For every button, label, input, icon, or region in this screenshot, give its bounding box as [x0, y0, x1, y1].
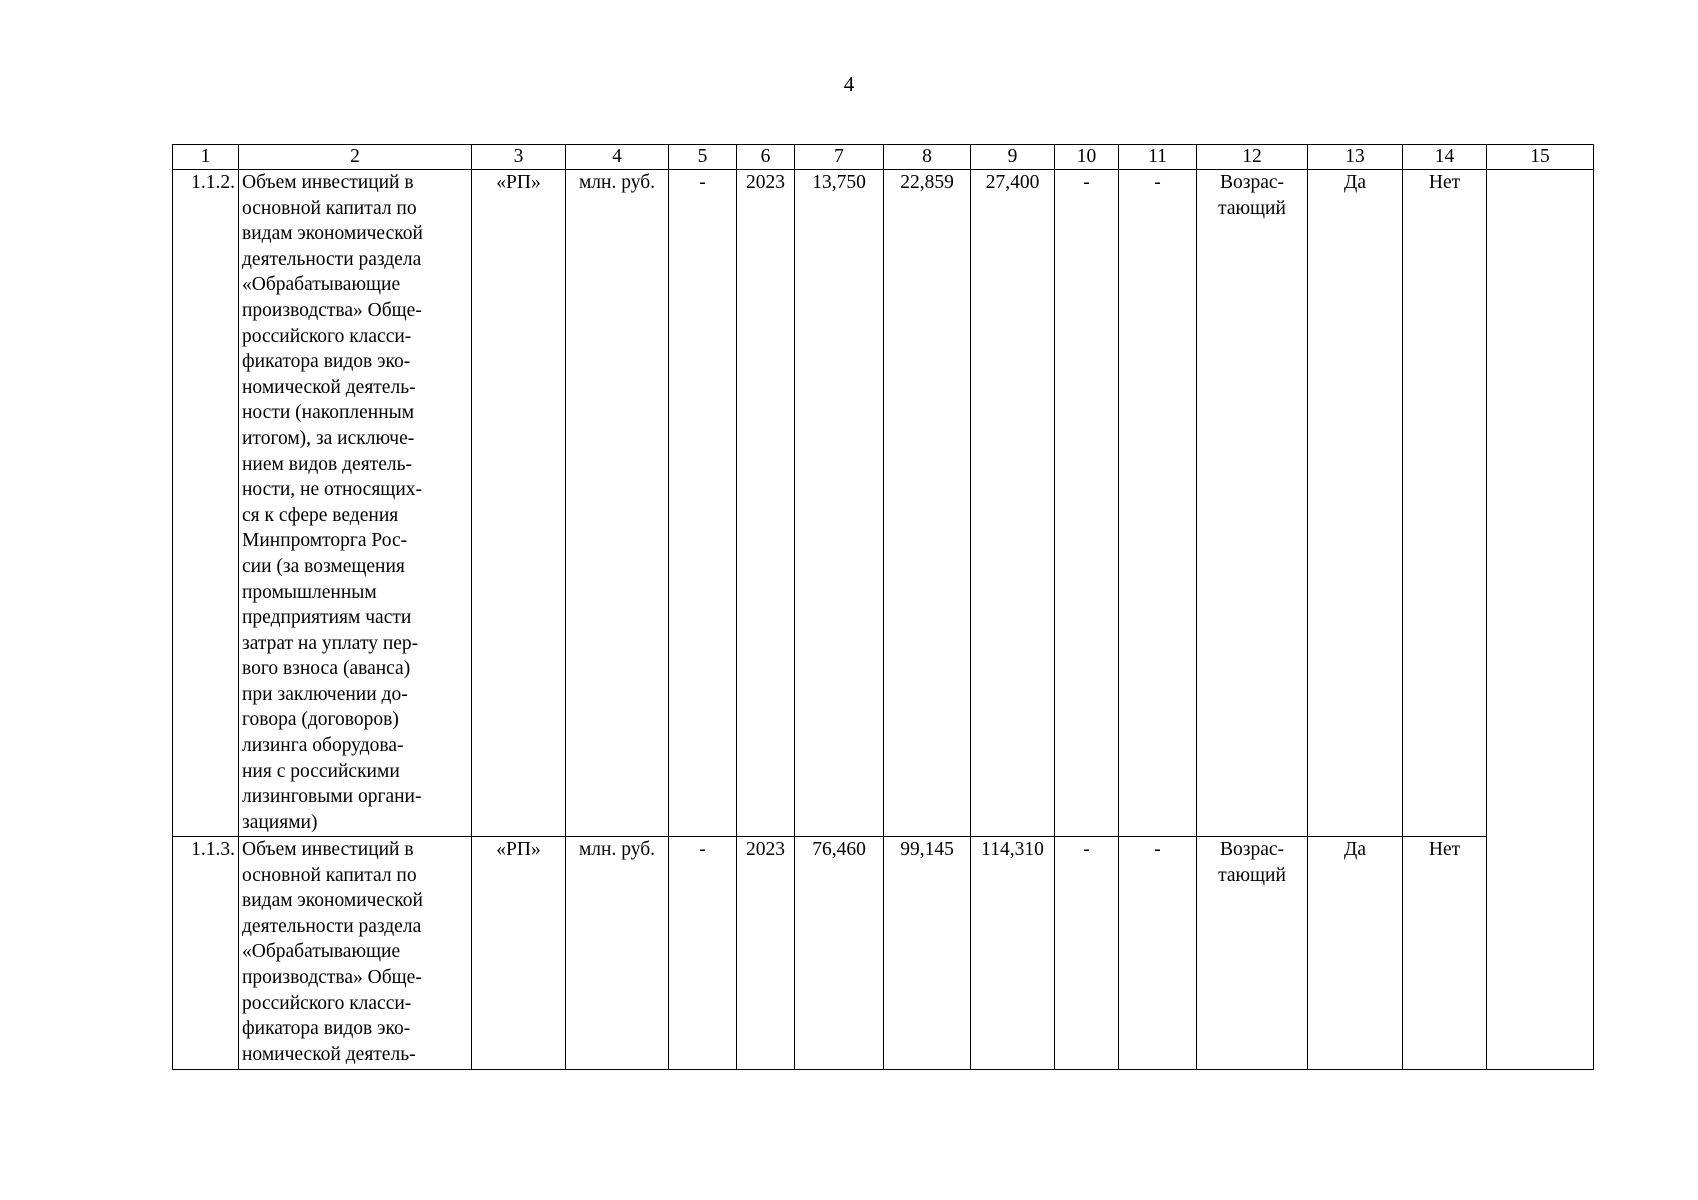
- indicator-code: 1.1.2.: [173, 170, 239, 837]
- column-number-13: 13: [1308, 145, 1403, 170]
- column-number-4: 4: [566, 145, 669, 170]
- indicator-year: 2023: [737, 837, 795, 1070]
- table-header: [173, 145, 1594, 170]
- column-number-11: 11: [1119, 145, 1197, 170]
- value-col7: 13,750: [795, 170, 884, 837]
- cell-col10: -: [1055, 170, 1119, 837]
- indicator-trend: Возрас- тающий: [1197, 837, 1308, 1070]
- column-number-15: 15: [1487, 145, 1594, 170]
- cell-col14: Нет: [1403, 837, 1487, 1070]
- cell-col15: [1487, 170, 1594, 1070]
- column-number-6: 6: [737, 145, 795, 170]
- value-col9: 27,400: [971, 170, 1055, 837]
- cell-col10: -: [1055, 837, 1119, 1070]
- cell-col5: -: [669, 837, 737, 1070]
- column-number-7: 7: [795, 145, 884, 170]
- cell-col13: Да: [1308, 170, 1403, 837]
- cell-col11: -: [1119, 837, 1197, 1070]
- value-col7: 76,460: [795, 837, 884, 1070]
- indicator-description: Объем инвестиций в основной капитал по видам экономической деятельности раздела «Обрабатывающие производства» Обще- российского класси- фикатора видов эко- номической деятель- ности (накопленным итогом), за исключе- нием видов деятель- ности, не относящих- ся к сфере ведения Минпромторга Рос- сии (за возмещения промышленным предприятиям части затрат на уплату пер- вого взноса (аванса) при заключении до- говора (договоров) лизинга оборудова- ния с российскими лизинговыми органи- зациями): [239, 170, 472, 837]
- value-col8: 99,145: [884, 837, 971, 1070]
- indicator-unit: млн. руб.: [566, 837, 669, 1070]
- column-number-8: 8: [884, 145, 971, 170]
- indicator-source: «РП»: [472, 170, 566, 837]
- page-number: 4: [843, 72, 855, 96]
- column-number-10: 10: [1055, 145, 1119, 170]
- value-col9: 114,310: [971, 837, 1055, 1070]
- column-number-5: 5: [669, 145, 737, 170]
- header-row: [173, 145, 1594, 170]
- cell-col5: -: [669, 170, 737, 837]
- indicators-table: [172, 144, 1594, 1070]
- indicator-source: «РП»: [472, 837, 566, 1070]
- indicator-code: 1.1.3.: [173, 837, 239, 1070]
- indicator-unit: млн. руб.: [566, 170, 669, 837]
- indicator-description: Объем инвестиций в основной капитал по видам экономической деятельности раздела «Обрабатывающие производства» Обще- российского класси- фикатора видов эко- номической деятель-: [239, 837, 472, 1070]
- column-number-14: 14: [1403, 145, 1487, 170]
- indicator-trend: Возрас- тающий: [1197, 170, 1308, 837]
- cell-col14: Нет: [1403, 170, 1487, 837]
- table-row: [173, 170, 1594, 837]
- column-number-1: 1: [173, 145, 239, 170]
- column-number-3: 3: [472, 145, 566, 170]
- column-number-2: 2: [239, 145, 472, 170]
- cell-col11: -: [1119, 170, 1197, 837]
- column-number-12: 12: [1197, 145, 1308, 170]
- table-row: [173, 837, 1594, 1070]
- value-col8: 22,859: [884, 170, 971, 837]
- cell-col13: Да: [1308, 837, 1403, 1070]
- indicator-year: 2023: [737, 170, 795, 837]
- column-number-9: 9: [971, 145, 1055, 170]
